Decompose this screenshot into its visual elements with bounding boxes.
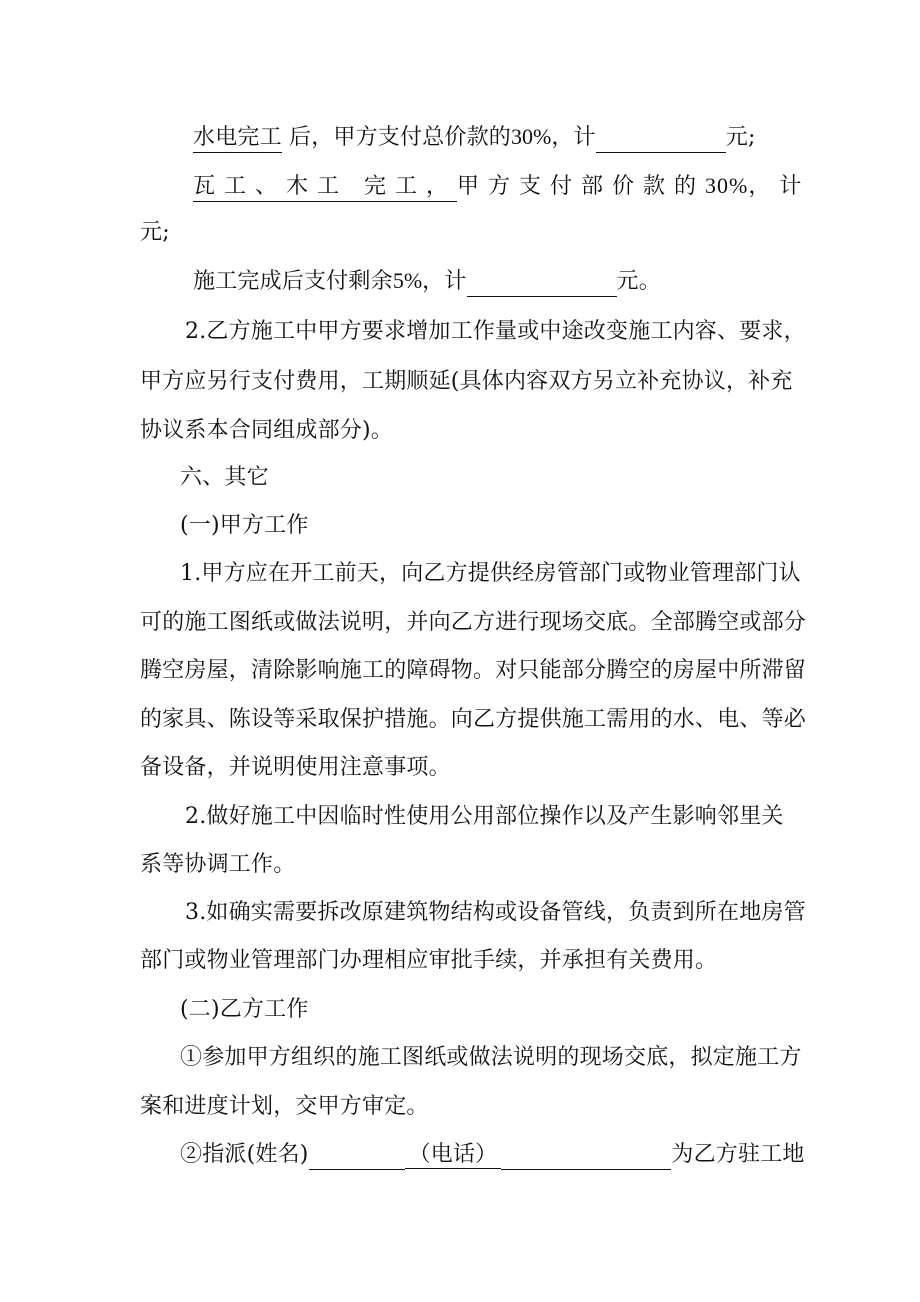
- payment-line-remaining: [193, 266, 833, 297]
- section-heading-other: 六、其它: [180, 465, 269, 490]
- party-b-item-line: ①参加甲方组织的施工图纸或做法说明的现场交底，拟定施工方: [180, 1045, 802, 1070]
- party-a-item-line: 系等协调工作。: [140, 852, 296, 877]
- underlined-milestone: 水电完工: [193, 125, 282, 153]
- phone-label: （电话）: [405, 1142, 502, 1169]
- payment-percent: 5%: [392, 268, 423, 293]
- party-a-item-line: 可的施工图纸或做法说明，并向乙方进行现场交底。全部腾空或部分: [140, 610, 807, 635]
- party-b-assign-line: [180, 1140, 805, 1170]
- name-blank-field[interactable]: [309, 1149, 405, 1170]
- payment-text: 后，甲方支付总价款的: [281, 125, 512, 150]
- payment-line-water-electric: [193, 122, 833, 153]
- payment-suffix: ，计: [748, 174, 811, 199]
- clause-2-line: 甲方应另行支付费用，工期顺延(具体内容双方另立补充协议，补充: [140, 369, 793, 394]
- party-a-item-line: 1.甲方应在开工前天，向乙方提供经房管部门或物业管理部门认: [180, 561, 801, 586]
- phone-blank-field[interactable]: [501, 1149, 671, 1170]
- payment-text: 施工完成后支付剩余: [193, 269, 393, 294]
- clause-2-line: 2.乙方施工中甲方要求增加工作量或中途改变施工内容、要求，: [185, 319, 806, 344]
- payment-currency: 元;: [725, 125, 756, 150]
- party-b-item-line: 案和进度计划，交甲方审定。: [140, 1094, 429, 1119]
- payment-amount-prefix: ，计: [422, 269, 467, 294]
- amount-blank-field[interactable]: [467, 276, 617, 297]
- subsection-heading-party-b: (二)乙方工作: [180, 997, 309, 1022]
- amount-blank-field[interactable]: [596, 132, 726, 153]
- payment-currency: 元;: [140, 220, 170, 245]
- party-a-item-line: 的家具、陈设等采取保护措施。向乙方提供施工需用的水、电、等必: [140, 707, 807, 732]
- party-a-item-line: 2.做好施工中因临时性使用公用部位操作以及产生影响邻里关: [185, 804, 784, 829]
- assign-suffix: 为乙方驻工地: [671, 1142, 805, 1167]
- payment-line-tile-wood-continued: [140, 218, 780, 248]
- party-a-item-line: 部门或物业管理部门办理相应审批手续，并承担有关费用。: [140, 948, 718, 973]
- payment-amount-prefix: ，计: [551, 125, 596, 150]
- party-a-item-line: 3.如确实需要拆改原建筑物结构或设备管线，负责到所在地房管: [185, 900, 806, 925]
- subsection-heading-party-a: (一)甲方工作: [180, 513, 309, 538]
- party-a-item-line: 备设备，并说明使用注意事项。: [140, 755, 451, 780]
- payment-text: 甲方支付部价款的: [457, 174, 706, 199]
- payment-percent: 30%: [511, 124, 552, 149]
- assign-prefix: ②指派(姓名): [180, 1142, 309, 1167]
- clause-2-line: 协议系本合同组成部分)。: [140, 418, 393, 443]
- payment-currency: 元。: [616, 269, 661, 294]
- payment-line-tile-wood: [193, 171, 811, 202]
- payment-percent: 30%: [705, 173, 749, 198]
- underlined-milestone: 瓦工、木工 完工，: [193, 174, 457, 202]
- party-a-item-line: 腾空房屋，清除影响施工的障碍物。对只能部分腾空的房屋中所滞留: [140, 658, 807, 683]
